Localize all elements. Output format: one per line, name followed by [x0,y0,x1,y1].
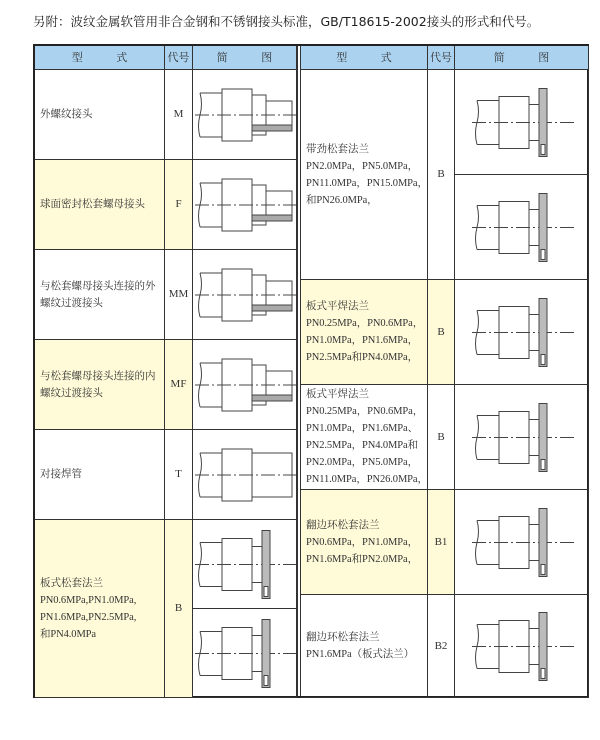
pressure-rating-line: PN1.0MPa，PN1.6MPa、 [306,423,418,434]
pressure-rating-line: PN2.5MPa和PN4.0MPa， [306,352,418,363]
right-header-type: 型 式 [301,46,428,70]
pressure-rating-line: PN11.0MPa，PN15.0MPa， [306,177,428,189]
right-header-diagram: 简 图 [455,46,589,70]
left-row-type [35,250,165,340]
joint-drawing-icon [193,250,296,340]
pressure-rating-line: PN0.6MPa，PN1.0MPa， [306,536,418,548]
right-row-diagram [455,70,589,175]
left-row-type [35,520,165,698]
right-row-type [301,70,428,280]
left-row-type [35,70,165,160]
joint-drawing-icon [455,490,588,595]
joint-type-name: 板式平焊法兰 [306,300,369,312]
right-row-diagram [455,595,589,698]
right-row-type [301,385,428,490]
joint-type-name: 与松套螺母接头连接的内螺纹过渡接头 [40,369,156,399]
pressure-rating-line: PN11.0MPa，PN26.0MPa， [306,474,428,485]
joint-type-name: 带劲松套法兰 [306,142,369,155]
pressure-rating-line: PN1.0MPa，PN1.6MPa， [306,335,418,346]
left-row-type [35,340,165,430]
left-row-code: B [165,520,193,698]
joint-drawing-icon [455,595,588,698]
left-header-code: 代号 [165,46,193,70]
joint-type-name: 翻边环松套法兰 [306,631,380,643]
pressure-rating-line: PN1.6MPa（板式法兰） [306,649,414,660]
pressure-rating-line: PN1.6MPa,PN2.5MPa, [40,611,137,623]
joint-type-name: 与松套螺母接头连接的外螺纹过渡接头 [40,279,156,309]
left-row-type [35,430,165,520]
pressure-rating-line: PN2.0MPa，PN5.0MPa， [306,457,418,468]
joint-drawing-icon [193,520,296,609]
left-row-diagram [193,520,297,609]
joint-drawing-icon [455,385,588,490]
left-row-diagram [193,340,297,430]
pressure-rating-line: PN1.6MPa和PN2.0MPa， [306,553,418,565]
left-row-code: M [165,70,193,160]
right-row-diagram [455,280,589,385]
joint-type-name: 外螺纹接头 [40,108,93,120]
left-row-diagram [193,250,297,340]
left-row-diagram [193,160,297,250]
left-header-diagram: 简 图 [193,46,297,70]
joint-drawing-icon [193,609,296,698]
right-row-code: B1 [428,490,455,595]
pressure-rating-line: PN0.6MPa,PN1.0MPa, [40,594,137,606]
right-row-diagram [455,385,589,490]
left-row-diagram [193,70,297,160]
joint-drawing-icon [455,70,588,175]
right-row-code: B [428,70,455,280]
joint-types-table [33,44,589,698]
left-row-diagram [193,609,297,698]
pressure-rating-line: PN0.25MPa，PN0.6MPa， [306,318,424,329]
right-row-type [301,595,428,698]
left-row-code: T [165,430,193,520]
right-row-type [301,490,428,595]
joint-type-name: 板式平焊法兰 [306,388,369,400]
pressure-rating-line: 和PN26.0MPa， [306,194,378,206]
joint-type-name: 对接焊管 [40,468,82,480]
joint-type-name: 球面密封松套螺母接头 [40,198,145,210]
right-row-code: B2 [428,595,455,698]
joint-drawing-icon [193,430,296,520]
joint-drawing-icon [193,340,296,430]
left-header-type: 型 式 [35,46,165,70]
right-header-code: 代号 [428,46,455,70]
pressure-rating-line: PN2.0MPa，PN5.0MPa， [306,160,418,172]
right-row-code: B [428,385,455,490]
right-row-type [301,280,428,385]
right-row-code: B [428,280,455,385]
left-row-code: MF [165,340,193,430]
pressure-rating-line: PN2.5MPa，PN4.0MPa和 [306,440,418,451]
left-row-code: F [165,160,193,250]
page-title: 另附：波纹金属软管用非合金钢和不锈钢接头标准，GB/T18615-2002接头的形式和代号。 [33,14,540,29]
joint-drawing-icon [455,280,588,385]
joint-type-name: 翻边环松套法兰 [306,518,380,531]
left-row-code: MM [165,250,193,340]
joint-drawing-icon [193,70,296,160]
left-row-diagram [193,430,297,520]
right-row-diagram [455,490,589,595]
joint-type-name: 板式松套法兰 [40,576,103,589]
joint-drawing-icon [455,175,588,280]
pressure-rating-line: 和PN4.0MPa [40,628,96,640]
pressure-rating-line: PN0.25MPa，PN0.6MPa， [306,406,424,417]
right-row-diagram [455,175,589,280]
joint-drawing-icon [193,160,296,250]
left-row-type [35,160,165,250]
